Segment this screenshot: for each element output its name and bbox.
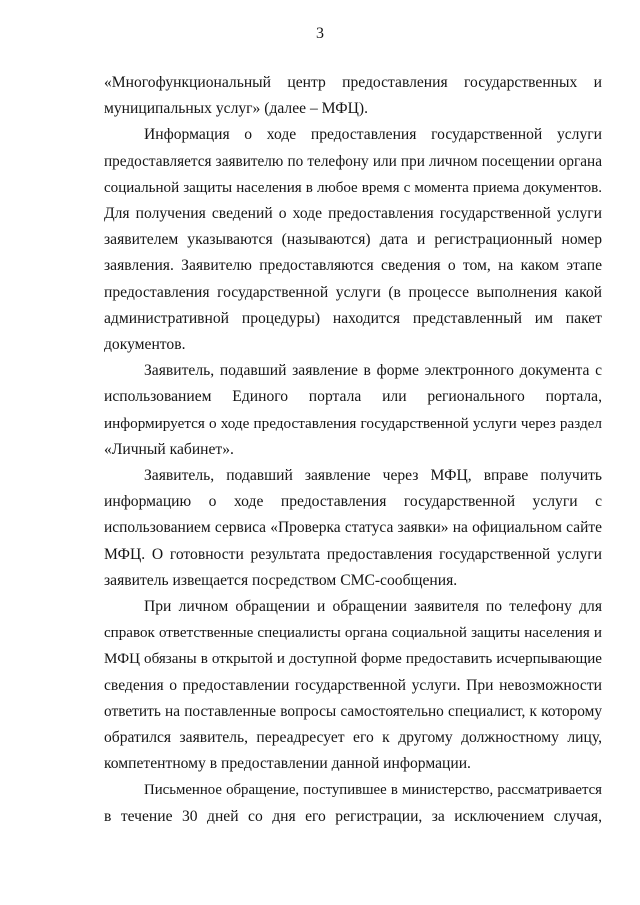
text-line: использованием Единого портала или регионального портала, (104, 388, 602, 406)
text-line: Письменное обращение, поступившее в министерство, рассматривается (144, 782, 602, 799)
text-line: ответить на поставленные вопросы самостоятельно специалист, к которому (104, 702, 602, 720)
text-line: муниципальных услуг» (далее – МФЦ). (104, 100, 368, 118)
text-line: административной процедуры) находится представленный им пакет (104, 309, 602, 327)
text-line: Заявитель, подавший заявление через МФЦ, вправе получить (144, 467, 602, 485)
text-line: заявитель извещается посредством СМС-сообщения. (104, 571, 458, 589)
paragraph (104, 358, 602, 463)
text-line: заявителем указываются (называются) дата и регистрационный номер (104, 231, 602, 249)
text-line: предоставляется заявителю по телефону или при личном посещении органа (104, 152, 602, 170)
text-line: обратился заявитель, переадресует его к другому должностному лицу, (104, 729, 602, 747)
text-line: Заявитель, подавший заявление в форме электронного документа с (144, 362, 602, 380)
document-body (104, 70, 602, 830)
text-line: сведения о предоставлении государственной услуги. При невозможности (104, 676, 602, 694)
text-line: заявления. Заявителю предоставляются сведения о том, на каком этапе (104, 257, 602, 275)
text-line: документов. (104, 336, 186, 354)
text-line: справок ответственные специалисты органа социальной защиты населения и (104, 625, 602, 642)
paragraph (104, 70, 602, 122)
paragraph (104, 777, 602, 829)
text-line: При личном обращении и обращении заявителя по телефону для (144, 598, 602, 616)
text-line: социальной защиты населения в любое время с момента приема документов. (104, 179, 602, 196)
text-line: компетентному в предоставлении данной информации. (104, 755, 471, 773)
paragraph (104, 463, 602, 594)
page-number: 3 (316, 25, 324, 42)
text-line: Для получения сведений о ходе предоставления государственной услуги (104, 205, 602, 223)
text-line: информацию о ходе предоставления государственной услуги с (104, 493, 602, 511)
text-line: МФЦ обязаны в открытой и доступной форме предоставить исчерпывающие (104, 651, 602, 668)
text-line: информируется о ходе предоставления государственной услуги через раздел (104, 414, 602, 432)
paragraph (104, 594, 602, 777)
text-line: МФЦ. О готовности результата предоставления государственной услуги (104, 545, 602, 563)
text-line: в течение 30 дней со дня его регистрации, за исключением случая, (104, 807, 602, 825)
paragraph (104, 122, 602, 358)
text-line: «Многофункциональный центр предоставления государственных и (104, 74, 602, 91)
text-line: Информация о ходе предоставления государственной услуги (144, 126, 602, 144)
text-line: использованием сервиса «Проверка статуса заявки» на официальном сайте (104, 519, 602, 537)
text-line: предоставления государственной услуги (в процессе выполнения какой (104, 283, 602, 301)
text-line: «Личный кабинет». (104, 440, 234, 458)
